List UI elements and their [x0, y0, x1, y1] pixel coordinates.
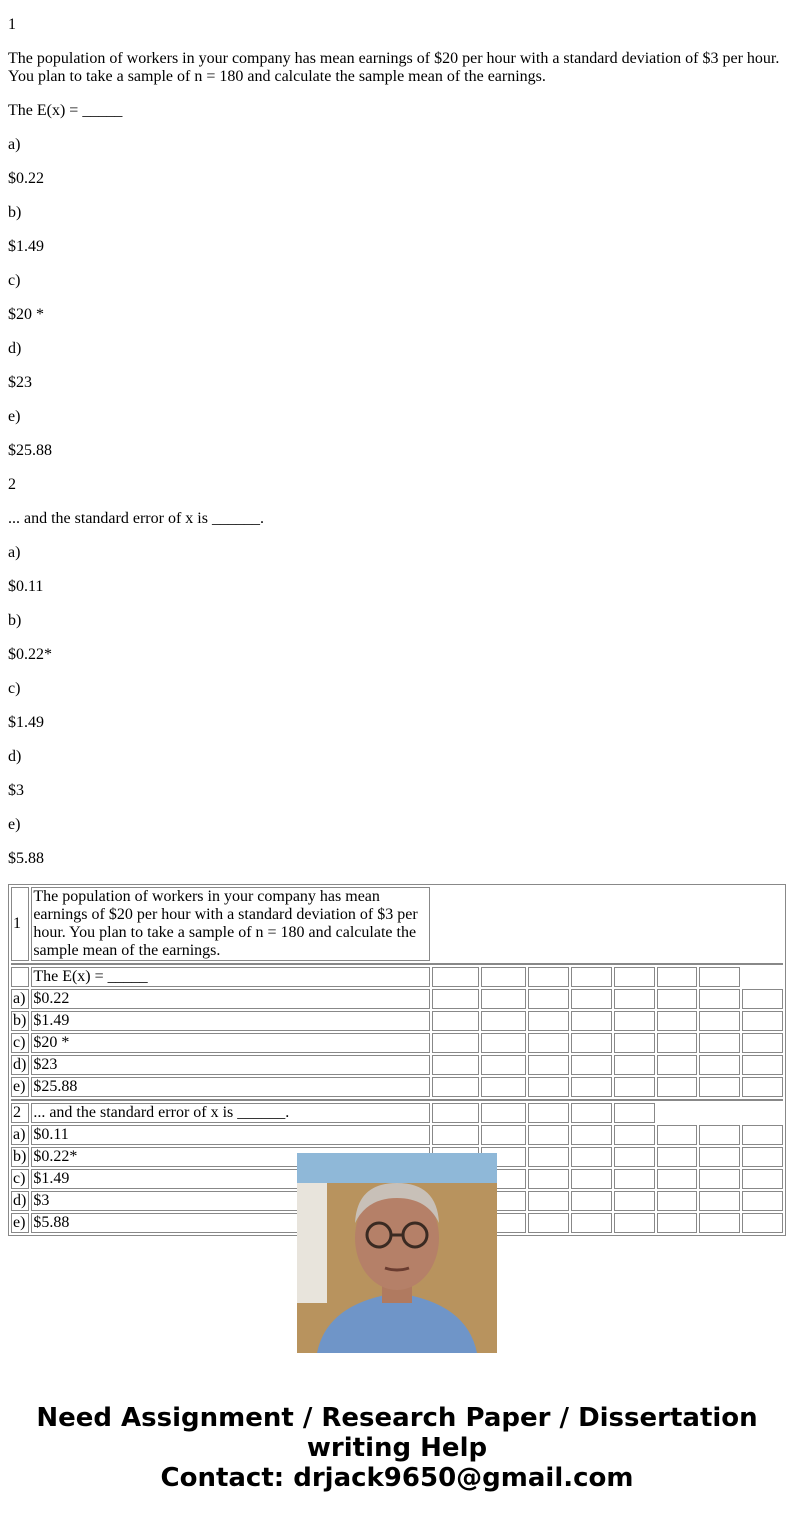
option-letter: a)	[8, 544, 21, 561]
option-value: $20 *	[8, 306, 44, 323]
empty-cell	[614, 1103, 655, 1123]
empty-cell	[528, 1103, 569, 1123]
empty-cell	[699, 1055, 740, 1075]
question-number: 1	[8, 16, 16, 33]
option-letter: b)	[11, 1147, 29, 1167]
option-value: $23	[8, 374, 32, 391]
option-value: $5.88	[31, 1213, 429, 1233]
option-letter: d)	[8, 340, 22, 357]
empty-cell	[528, 1055, 569, 1075]
empty-cell	[571, 989, 612, 1009]
option-letter: d)	[8, 748, 22, 765]
empty-cell	[614, 1077, 655, 1097]
promo-banner	[0, 1403, 794, 1493]
empty-cell	[432, 967, 479, 987]
option-letter: d)	[11, 1055, 29, 1075]
option-value: $5.88	[8, 850, 44, 867]
empty-cell	[528, 1191, 569, 1211]
question-text: The population of workers in your company has mean earnings of $20 per hour with a standard deviation of $3 per hour. You plan to take a sample of n = 180 and calculate the sample mean of the earnings.	[8, 50, 780, 85]
option-value: $0.22*	[31, 1147, 429, 1167]
empty-cell	[657, 1191, 698, 1211]
table-row	[11, 1011, 783, 1031]
empty-cell	[699, 1033, 740, 1053]
question-number: 2	[8, 476, 16, 493]
question-prompt: The E(x) = _____	[31, 967, 429, 987]
empty-cell	[481, 1011, 527, 1031]
empty-cell	[742, 1213, 783, 1233]
empty-cell	[528, 1077, 569, 1097]
option-value: $0.22	[8, 170, 44, 187]
table-row	[11, 1033, 783, 1053]
empty-cell	[699, 1077, 740, 1097]
empty-cell	[742, 1055, 783, 1075]
question-number: 2	[11, 1103, 29, 1123]
empty-cell	[528, 1147, 569, 1167]
empty-cell	[614, 1125, 655, 1145]
empty-cell	[571, 1125, 612, 1145]
option-letter: a)	[8, 136, 21, 153]
empty-cell	[481, 1033, 527, 1053]
empty-cell	[571, 1213, 612, 1233]
empty-cell	[742, 1033, 783, 1053]
empty-cell	[571, 1077, 612, 1097]
table-row	[11, 989, 783, 1009]
empty-cell	[571, 967, 612, 987]
table-row	[11, 1103, 783, 1123]
empty-cell	[432, 1103, 479, 1123]
promo-line: writing Help	[306, 1433, 488, 1463]
separator-cell	[11, 963, 783, 965]
option-letter: e)	[8, 816, 21, 833]
empty-cell	[614, 1147, 655, 1167]
option-value: $1.49	[31, 1169, 429, 1189]
promo-contact: Contact: drjack9650@gmail.com	[160, 1463, 634, 1493]
empty-cell	[571, 1011, 612, 1031]
blank-cell	[657, 1103, 783, 1123]
empty-cell	[742, 1125, 783, 1145]
empty-cell	[571, 1169, 612, 1189]
option-letter: d)	[11, 1191, 29, 1211]
empty-cell	[528, 967, 569, 987]
empty-cell	[481, 967, 527, 987]
empty-cell	[571, 1033, 612, 1053]
empty-cell	[657, 1011, 698, 1031]
question-prompt: ... and the standard error of x is ______.	[31, 1103, 429, 1123]
empty-cell	[614, 1033, 655, 1053]
empty-cell	[11, 967, 29, 987]
option-letter: e)	[11, 1213, 29, 1233]
option-letter: c)	[11, 1169, 29, 1189]
empty-cell	[432, 1055, 479, 1075]
empty-cell	[699, 1169, 740, 1189]
author-photo	[297, 1153, 497, 1353]
table-row	[11, 1055, 783, 1075]
row-separator	[11, 963, 783, 965]
empty-cell	[742, 1077, 783, 1097]
empty-cell	[657, 1125, 698, 1145]
option-value: $20 *	[31, 1033, 429, 1053]
empty-cell	[699, 1011, 740, 1031]
empty-cell	[481, 1125, 527, 1145]
empty-cell	[528, 1213, 569, 1233]
empty-cell	[432, 989, 479, 1009]
empty-cell	[481, 1077, 527, 1097]
empty-cell	[742, 1191, 783, 1211]
empty-cell	[742, 1169, 783, 1189]
option-value: $23	[31, 1055, 429, 1075]
row-separator	[11, 1099, 783, 1101]
empty-cell	[614, 1169, 655, 1189]
empty-cell	[481, 1055, 527, 1075]
option-value: $1.49	[8, 238, 44, 255]
empty-cell	[657, 1147, 698, 1167]
empty-cell	[614, 1055, 655, 1075]
empty-cell	[657, 1033, 698, 1053]
empty-cell	[528, 989, 569, 1009]
empty-cell	[528, 1033, 569, 1053]
empty-cell	[432, 1033, 479, 1053]
table-row	[11, 887, 783, 961]
option-value: $3	[8, 782, 24, 799]
option-value: $3	[31, 1191, 429, 1211]
empty-cell	[657, 1169, 698, 1189]
option-letter: c)	[8, 272, 21, 289]
empty-cell	[614, 967, 655, 987]
option-letter: e)	[11, 1077, 29, 1097]
empty-cell	[432, 1125, 479, 1145]
empty-cell	[571, 1147, 612, 1167]
separator-cell	[11, 1099, 783, 1101]
empty-cell	[699, 1191, 740, 1211]
table-row	[11, 1125, 783, 1145]
option-value: $0.22	[31, 989, 429, 1009]
empty-cell	[742, 989, 783, 1009]
document	[8, 0, 786, 1231]
empty-cell	[742, 1011, 783, 1031]
option-letter: b)	[11, 1011, 29, 1031]
option-letter: c)	[8, 680, 21, 697]
empty-cell	[657, 1077, 698, 1097]
empty-cell	[571, 1103, 612, 1123]
blank-cell	[742, 967, 783, 987]
promo-line: Need Assignment / Research Paper / Dissertation	[36, 1403, 758, 1433]
option-letter: b)	[8, 612, 22, 629]
empty-cell	[614, 989, 655, 1009]
option-value: $1.49	[8, 714, 44, 731]
empty-cell	[481, 1103, 527, 1123]
option-value: $0.11	[8, 578, 44, 595]
empty-cell	[657, 1055, 698, 1075]
empty-cell	[432, 1077, 479, 1097]
empty-cell	[528, 1125, 569, 1145]
empty-cell	[571, 1191, 612, 1211]
empty-cell	[571, 1055, 612, 1075]
empty-cell	[614, 1191, 655, 1211]
empty-cell	[657, 989, 698, 1009]
option-value: $25.88	[8, 442, 52, 459]
option-letter: a)	[11, 1125, 29, 1145]
option-value: $1.49	[31, 1011, 429, 1031]
empty-cell	[481, 989, 527, 1009]
option-value: $0.22*	[8, 646, 52, 663]
option-letter: c)	[11, 1033, 29, 1053]
empty-cell	[614, 1011, 655, 1031]
question-prompt: The E(x) = _____	[8, 102, 123, 119]
empty-cell	[528, 1011, 569, 1031]
empty-cell	[432, 1011, 479, 1031]
empty-cell	[742, 1147, 783, 1167]
empty-cell	[614, 1213, 655, 1233]
empty-cell	[699, 989, 740, 1009]
question-prompt: ... and the standard error of x is ______.	[8, 510, 264, 527]
table-row	[11, 967, 783, 987]
question-text: The population of workers in your company has mean earnings of $20 per hour with a standard deviation of $3 per hour. You plan to take a sample of n = 180 and calculate the sample mean of the earnings.	[31, 887, 429, 961]
table-row	[11, 1077, 783, 1097]
option-letter: a)	[11, 989, 29, 1009]
empty-cell	[657, 1213, 698, 1233]
option-letter: e)	[8, 408, 21, 425]
blank-cell	[432, 887, 783, 961]
option-value: $25.88	[31, 1077, 429, 1097]
option-value: $0.11	[31, 1125, 429, 1145]
question-number: 1	[11, 887, 29, 961]
empty-cell	[699, 1125, 740, 1145]
empty-cell	[699, 1213, 740, 1233]
empty-cell	[699, 1147, 740, 1167]
empty-cell	[699, 967, 740, 987]
empty-cell	[657, 967, 698, 987]
empty-cell	[528, 1169, 569, 1189]
option-letter: b)	[8, 204, 22, 221]
